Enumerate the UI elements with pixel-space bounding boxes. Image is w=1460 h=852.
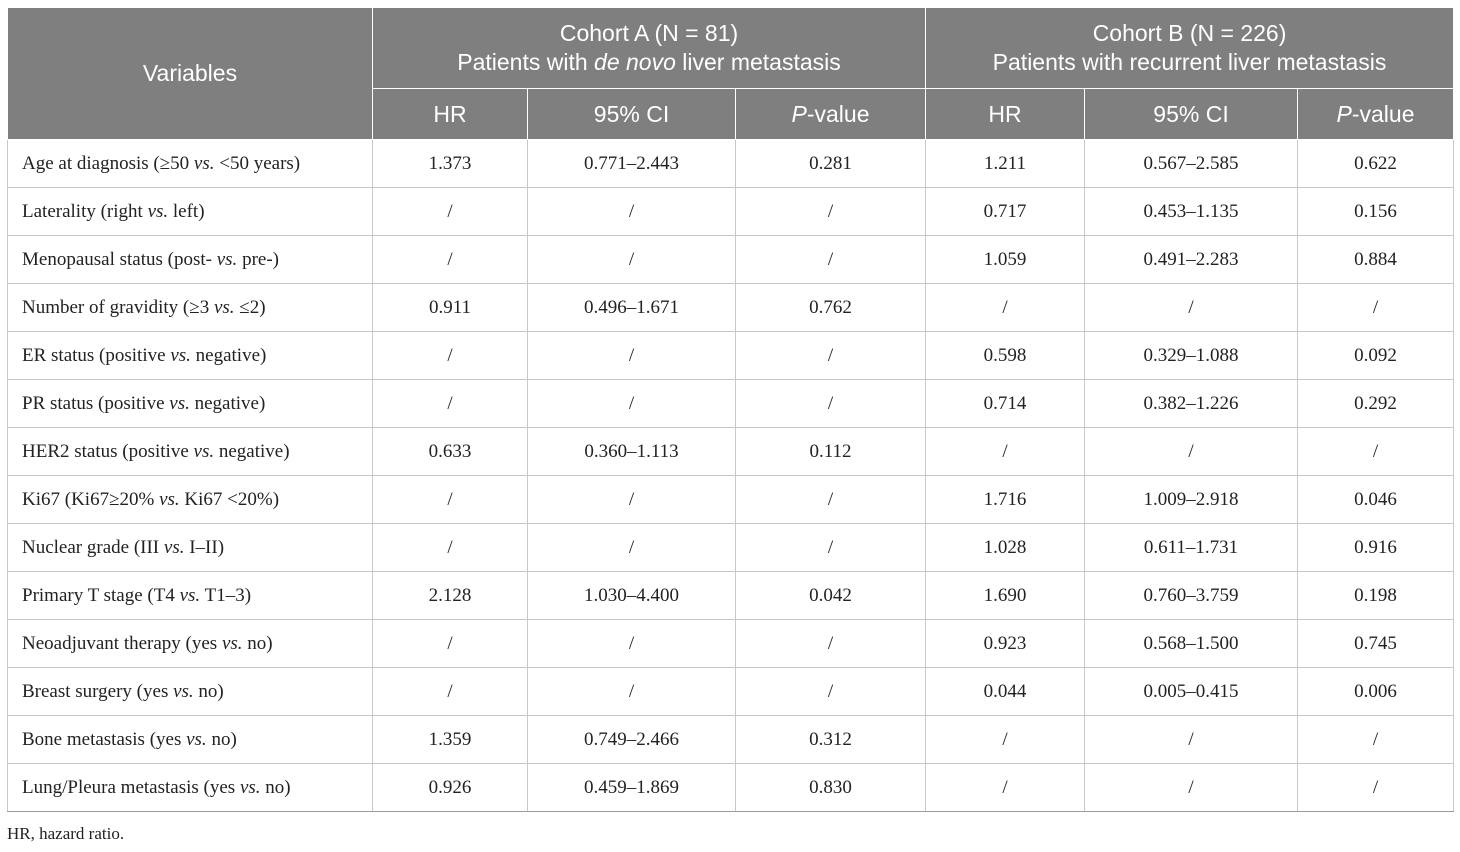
- cohort-a-p-value-cell: 0.762: [736, 284, 926, 332]
- variable-cell: ER status (positive vs. negative): [8, 332, 373, 380]
- cohort-b-p-value-cell: /: [1298, 284, 1454, 332]
- cohort-a-ci-cell: /: [528, 380, 736, 428]
- cohort-a-ci-cell: /: [528, 188, 736, 236]
- variable-cell: Lung/Pleura metastasis (yes vs. no): [8, 764, 373, 812]
- cohort-b-hr-header: HR: [926, 89, 1085, 140]
- variable-cell: Nuclear grade (III vs. I–II): [8, 524, 373, 572]
- cohort-a-p-value-cell: /: [736, 668, 926, 716]
- cohort-b-ci-cell: /: [1085, 764, 1298, 812]
- cohort-b-ci-cell: 0.382–1.226: [1085, 380, 1298, 428]
- variable-cell: Primary T stage (T4 vs. T1–3): [8, 572, 373, 620]
- cohort-b-p-value-cell: /: [1298, 428, 1454, 476]
- cohort-a-ci-cell: /: [528, 668, 736, 716]
- table-row: [8, 380, 1454, 428]
- cohort-b-ci-cell: 0.453–1.135: [1085, 188, 1298, 236]
- cohort-b-p-value-cell: 0.156: [1298, 188, 1454, 236]
- cohort-a-p-value-cell: /: [736, 236, 926, 284]
- cohort-a-p-value-cell: /: [736, 380, 926, 428]
- cohort-b-ci-cell: 0.760–3.759: [1085, 572, 1298, 620]
- cohort-a-ci-cell: /: [528, 524, 736, 572]
- cohort-a-ci-cell: 0.360–1.113: [528, 428, 736, 476]
- table-container: [7, 7, 1453, 812]
- cohort-a-hr-cell: 0.926: [373, 764, 528, 812]
- cohort-b-p-value-cell: /: [1298, 764, 1454, 812]
- cohort-a-hr-cell: 2.128: [373, 572, 528, 620]
- cohort-b-hr-cell: 0.714: [926, 380, 1085, 428]
- cohort-a-hr-cell: /: [373, 188, 528, 236]
- cohort-b-hr-cell: /: [926, 428, 1085, 476]
- table-row: [8, 140, 1454, 188]
- cohort-b-hr-cell: 0.717: [926, 188, 1085, 236]
- cohort-b-p-value-cell: 0.092: [1298, 332, 1454, 380]
- table-row: [8, 572, 1454, 620]
- cohort-b-hr-cell: /: [926, 764, 1085, 812]
- table-row: [8, 188, 1454, 236]
- cohort-b-p-value-cell: 0.745: [1298, 620, 1454, 668]
- cohort-a-hr-cell: /: [373, 332, 528, 380]
- variable-cell: Menopausal status (post- vs. pre-): [8, 236, 373, 284]
- cohort-b-p-value-cell: 0.916: [1298, 524, 1454, 572]
- table-body: [8, 140, 1454, 812]
- cohort-b-hr-cell: 1.716: [926, 476, 1085, 524]
- footnote: HR, hazard ratio.: [7, 824, 125, 843]
- cohort-b-hr-cell: 1.028: [926, 524, 1085, 572]
- table-row: [8, 332, 1454, 380]
- cohort-a-ci-header: 95% CI: [528, 89, 736, 140]
- cohort-a-ci-cell: /: [528, 332, 736, 380]
- variable-cell: HER2 status (positive vs. negative): [8, 428, 373, 476]
- variable-cell: Laterality (right vs. left): [8, 188, 373, 236]
- table-row: [8, 716, 1454, 764]
- cohort-a-hr-cell: 0.911: [373, 284, 528, 332]
- cohort-a-p-value-cell: 0.042: [736, 572, 926, 620]
- table-row: [8, 476, 1454, 524]
- table-row: [8, 236, 1454, 284]
- cohort-a-subtitle: Patients with de novo liver metastasis: [457, 49, 841, 75]
- cohort-a-hr-header: HR: [373, 89, 528, 140]
- cohort-b-ci-cell: /: [1085, 284, 1298, 332]
- cohort-a-title: Cohort A (N = 81): [559, 20, 739, 46]
- cohort-b-hr-cell: 1.059: [926, 236, 1085, 284]
- cohort-b-ci-cell: 0.567–2.585: [1085, 140, 1298, 188]
- cohort-b-hr-cell: 0.923: [926, 620, 1085, 668]
- table-row: [8, 668, 1454, 716]
- cohort-b-p-value-cell: 0.006: [1298, 668, 1454, 716]
- variables-header: Variables: [8, 8, 373, 140]
- cohort-b-p-header: P-value: [1298, 89, 1454, 140]
- cohort-a-p-value-cell: /: [736, 476, 926, 524]
- cohort-a-p-value-cell: /: [736, 524, 926, 572]
- header-row-cohorts: [8, 8, 1454, 89]
- cohort-a-hr-cell: /: [373, 380, 528, 428]
- cohort-a-hr-cell: /: [373, 620, 528, 668]
- cohort-b-ci-cell: /: [1085, 428, 1298, 476]
- cohort-b-ci-header: 95% CI: [1085, 89, 1298, 140]
- variable-cell: Bone metastasis (yes vs. no): [8, 716, 373, 764]
- hazard-ratio-table: [7, 7, 1454, 812]
- cohort-b-p-value-cell: 0.622: [1298, 140, 1454, 188]
- cohort-a-p-value-cell: 0.281: [736, 140, 926, 188]
- cohort-b-title: Cohort B (N = 226): [1092, 20, 1287, 46]
- cohort-a-ci-cell: /: [528, 476, 736, 524]
- cohort-a-hr-cell: /: [373, 476, 528, 524]
- table-row: [8, 620, 1454, 668]
- cohort-a-hr-cell: 1.373: [373, 140, 528, 188]
- cohort-a-hr-cell: 0.633: [373, 428, 528, 476]
- variable-cell: Neoadjuvant therapy (yes vs. no): [8, 620, 373, 668]
- cohort-b-hr-cell: 1.211: [926, 140, 1085, 188]
- cohort-b-hr-cell: 0.598: [926, 332, 1085, 380]
- variable-cell: Age at diagnosis (≥50 vs. <50 years): [8, 140, 373, 188]
- cohort-a-p-value-cell: /: [736, 188, 926, 236]
- cohort-b-p-value-cell: 0.292: [1298, 380, 1454, 428]
- cohort-a-hr-cell: /: [373, 524, 528, 572]
- cohort-b-ci-cell: 0.568–1.500: [1085, 620, 1298, 668]
- table-row: [8, 284, 1454, 332]
- table-row: [8, 764, 1454, 812]
- cohort-b-p-value-cell: 0.884: [1298, 236, 1454, 284]
- cohort-a-ci-cell: /: [528, 236, 736, 284]
- cohort-a-header: [373, 8, 926, 89]
- table-row: [8, 428, 1454, 476]
- cohort-a-p-value-cell: 0.830: [736, 764, 926, 812]
- cohort-b-p-value-cell: /: [1298, 716, 1454, 764]
- cohort-a-ci-cell: /: [528, 620, 736, 668]
- cohort-b-ci-cell: 0.611–1.731: [1085, 524, 1298, 572]
- cohort-b-subtitle: Patients with recurrent liver metastasis: [992, 49, 1387, 75]
- cohort-a-ci-cell: 0.496–1.671: [528, 284, 736, 332]
- cohort-a-hr-cell: /: [373, 236, 528, 284]
- cohort-a-p-value-cell: /: [736, 332, 926, 380]
- cohort-b-hr-cell: 1.690: [926, 572, 1085, 620]
- table-row: [8, 524, 1454, 572]
- cohort-b-ci-cell: 0.329–1.088: [1085, 332, 1298, 380]
- cohort-a-p-value-cell: 0.112: [736, 428, 926, 476]
- cohort-b-hr-cell: /: [926, 716, 1085, 764]
- cohort-a-ci-cell: 1.030–4.400: [528, 572, 736, 620]
- cohort-b-header: [926, 8, 1454, 89]
- cohort-a-hr-cell: 1.359: [373, 716, 528, 764]
- cohort-b-ci-cell: /: [1085, 716, 1298, 764]
- cohort-a-p-header: P-value: [736, 89, 926, 140]
- cohort-b-p-value-cell: 0.046: [1298, 476, 1454, 524]
- cohort-b-hr-cell: /: [926, 284, 1085, 332]
- variable-cell: Ki67 (Ki67≥20% vs. Ki67 <20%): [8, 476, 373, 524]
- variable-cell: PR status (positive vs. negative): [8, 380, 373, 428]
- cohort-a-ci-cell: 0.771–2.443: [528, 140, 736, 188]
- cohort-b-ci-cell: 0.491–2.283: [1085, 236, 1298, 284]
- cohort-a-hr-cell: /: [373, 668, 528, 716]
- cohort-b-ci-cell: 0.005–0.415: [1085, 668, 1298, 716]
- cohort-a-p-value-cell: /: [736, 620, 926, 668]
- cohort-a-ci-cell: 0.459–1.869: [528, 764, 736, 812]
- variable-cell: Number of gravidity (≥3 vs. ≤2): [8, 284, 373, 332]
- cohort-b-p-value-cell: 0.198: [1298, 572, 1454, 620]
- cohort-a-p-value-cell: 0.312: [736, 716, 926, 764]
- cohort-b-hr-cell: 0.044: [926, 668, 1085, 716]
- variable-cell: Breast surgery (yes vs. no): [8, 668, 373, 716]
- cohort-a-ci-cell: 0.749–2.466: [528, 716, 736, 764]
- cohort-b-ci-cell: 1.009–2.918: [1085, 476, 1298, 524]
